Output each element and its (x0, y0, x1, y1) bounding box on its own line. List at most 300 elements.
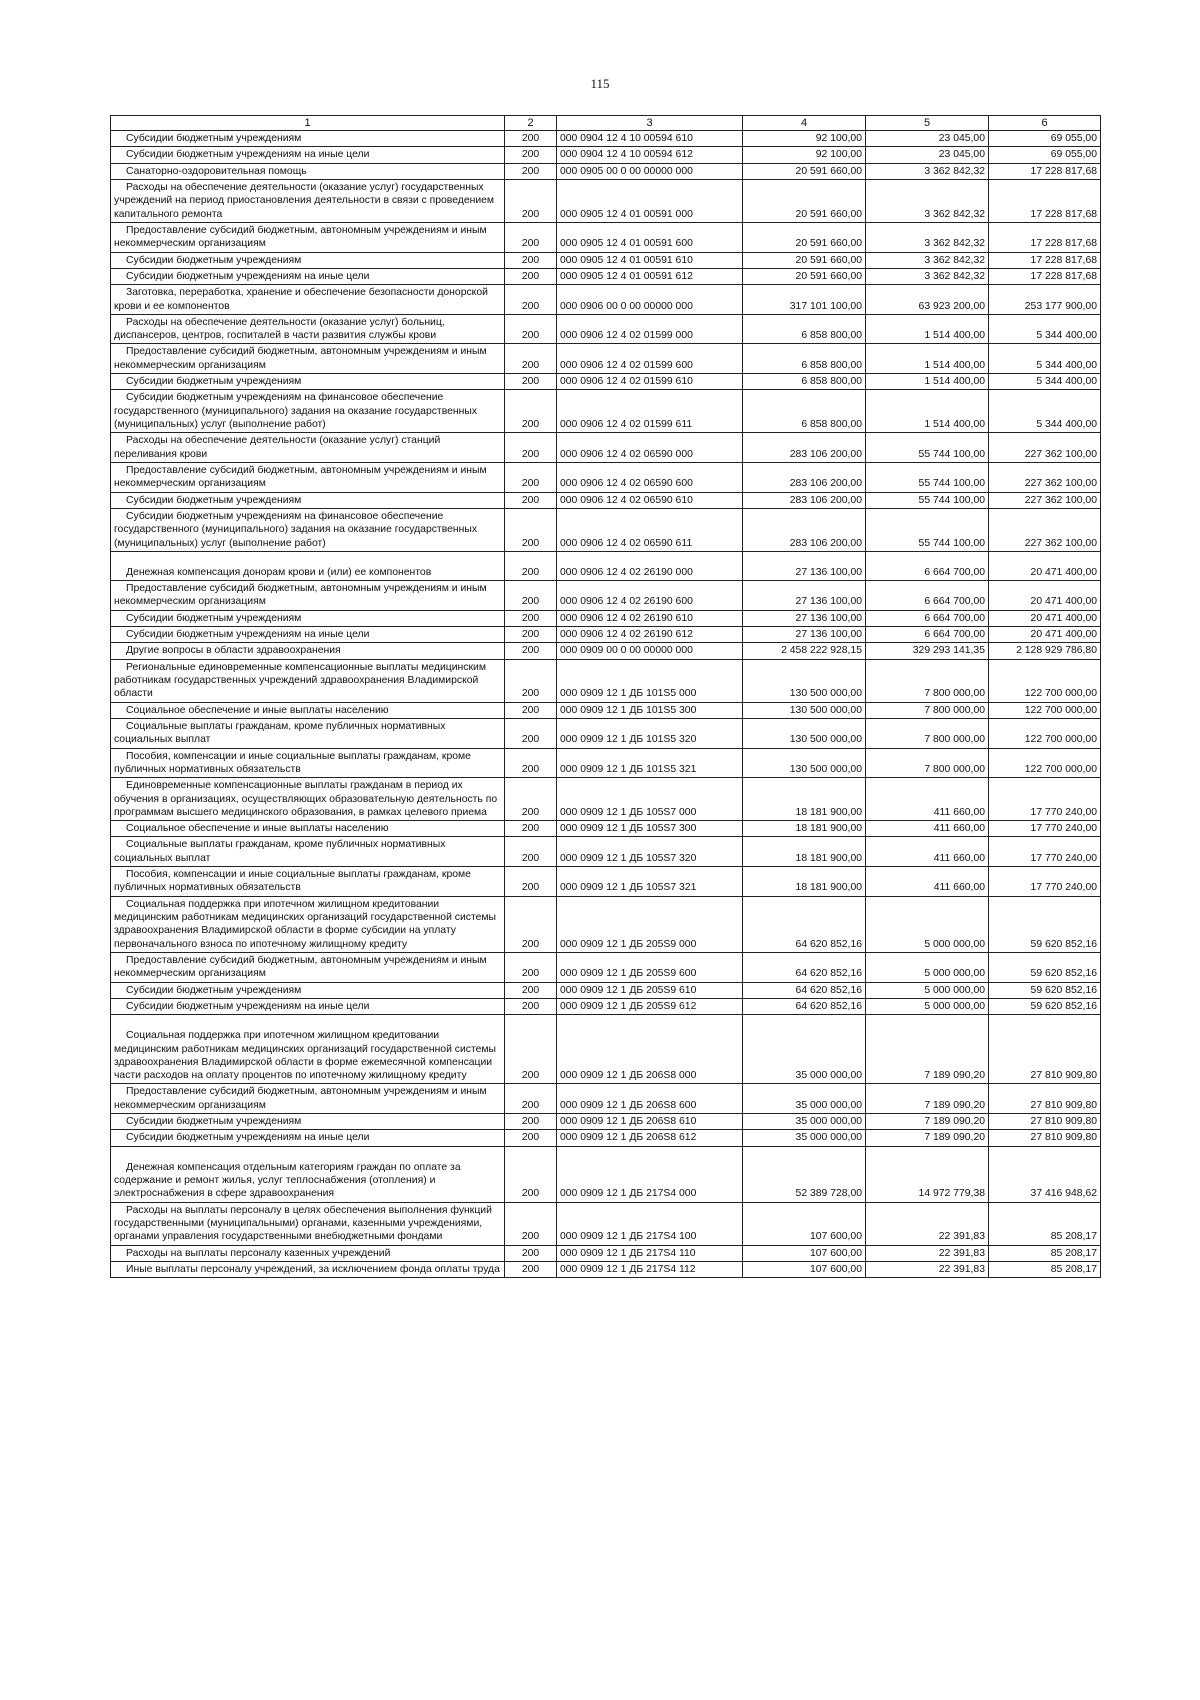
row-name-text: Предоставление субсидий бюджетным, автономным учреждениям и иным некоммерческим организациям (114, 583, 487, 608)
row-budget-code-cell: 000 0906 12 4 02 06590 610 (557, 492, 743, 508)
row-name-cell (111, 163, 505, 179)
row-approved-cell: 27 136 100,00 (743, 551, 866, 580)
row-budget-code-cell: 000 0909 12 1 ДБ 101S5 000 (557, 659, 743, 702)
row-approved-cell: 18 181 900,00 (743, 778, 866, 821)
row-admin-code-cell: 200 (505, 748, 557, 778)
table-row (111, 433, 1101, 463)
table-row (111, 1245, 1101, 1261)
row-name-cell (111, 222, 505, 252)
row-approved-cell: 6 858 800,00 (743, 374, 866, 390)
row-name-cell (111, 1130, 505, 1146)
row-name-cell (111, 180, 505, 223)
row-name-text: Социальное обеспечение и иные выплаты населению (126, 823, 389, 835)
row-executed-cell: 1 514 400,00 (866, 390, 989, 433)
row-name-text: Социальные выплаты гражданам, кроме публичных нормативных социальных выплат (114, 720, 446, 746)
table-row (111, 1015, 1101, 1084)
row-gap (114, 1148, 501, 1161)
row-remaining-cell: 5 344 400,00 (989, 344, 1101, 374)
table-row (111, 1130, 1101, 1146)
row-budget-code-cell: 000 0905 12 4 01 00591 600 (557, 222, 743, 252)
table-row (111, 551, 1101, 580)
row-name-cell (111, 390, 505, 433)
row-executed-cell: 1 514 400,00 (866, 314, 989, 344)
row-approved-cell: 18 181 900,00 (743, 837, 866, 867)
row-budget-code-cell: 000 0906 12 4 02 01599 611 (557, 390, 743, 433)
row-budget-code-cell: 000 0909 12 1 ДБ 205S9 600 (557, 952, 743, 982)
row-budget-code-cell: 000 0904 12 4 10 00594 612 (557, 147, 743, 163)
table-row (111, 462, 1101, 492)
row-executed-cell: 7 189 090,20 (866, 1130, 989, 1146)
table-row (111, 222, 1101, 252)
header-col-2: 2 (505, 116, 557, 131)
row-approved-cell: 92 100,00 (743, 131, 866, 147)
header-col-5: 5 (866, 116, 989, 131)
row-approved-cell: 27 136 100,00 (743, 581, 866, 611)
header-col-6: 6 (989, 116, 1101, 131)
table-row (111, 998, 1101, 1014)
row-name-text: Субсидии бюджетным учреждениям на финансовое обеспечение государственного (муниципального) задания на оказание государственных (муниципальных) услуг (выполнение работ) (114, 510, 478, 549)
row-admin-code-cell: 200 (505, 344, 557, 374)
row-executed-cell: 55 744 100,00 (866, 462, 989, 492)
row-name-text: Денежная компенсация отдельным категориям граждан по оплате за содержание и ремонт жилья, услуг теплоснабжения (отопления) и электроснабжения в сфере здравоохранения (114, 1161, 461, 1200)
row-admin-code-cell: 200 (505, 252, 557, 268)
row-name-cell (111, 1015, 505, 1084)
row-executed-cell: 63 923 200,00 (866, 285, 989, 315)
table-row (111, 314, 1101, 344)
row-executed-cell: 55 744 100,00 (866, 433, 989, 463)
row-budget-code-cell: 000 0909 12 1 ДБ 105S7 320 (557, 837, 743, 867)
row-approved-cell: 283 106 200,00 (743, 433, 866, 463)
row-budget-code-cell: 000 0909 12 1 ДБ 205S9 610 (557, 982, 743, 998)
row-name-text: Субсидии бюджетным учреждениям на иные цели (126, 1132, 370, 1144)
row-name-text: Субсидии бюджетным учреждениям (126, 1116, 302, 1128)
row-approved-cell: 130 500 000,00 (743, 659, 866, 702)
row-remaining-cell: 59 620 852,16 (989, 998, 1101, 1014)
row-executed-cell: 329 293 141,35 (866, 643, 989, 659)
row-admin-code-cell: 200 (505, 1015, 557, 1084)
row-name-text: Единовременные компенсационные выплаты гражданам в период их обучения в организациях, осуществляющих образовательную деятельность по программам высшего медицинского образования, в рамках целевого приема (114, 780, 498, 818)
row-name-cell (111, 982, 505, 998)
row-name-cell (111, 344, 505, 374)
row-approved-cell: 20 591 660,00 (743, 222, 866, 252)
row-remaining-cell: 59 620 852,16 (989, 952, 1101, 982)
row-remaining-cell: 85 208,17 (989, 1261, 1101, 1277)
row-budget-code-cell: 000 0905 00 0 00 00000 000 (557, 163, 743, 179)
row-executed-cell: 1 514 400,00 (866, 374, 989, 390)
row-budget-code-cell: 000 0909 12 1 ДБ 205S9 000 (557, 896, 743, 952)
row-budget-code-cell: 000 0909 12 1 ДБ 105S7 321 (557, 867, 743, 897)
row-remaining-cell: 2 128 929 786,80 (989, 643, 1101, 659)
table-row (111, 896, 1101, 952)
row-executed-cell: 411 660,00 (866, 867, 989, 897)
row-name-cell (111, 896, 505, 952)
row-remaining-cell: 59 620 852,16 (989, 982, 1101, 998)
row-name-cell (111, 492, 505, 508)
row-name-cell (111, 285, 505, 315)
row-budget-code-cell: 000 0909 12 1 ДБ 105S7 000 (557, 778, 743, 821)
header-col-4: 4 (743, 116, 866, 131)
row-name-cell (111, 998, 505, 1014)
row-budget-code-cell: 000 0909 12 1 ДБ 206S8 000 (557, 1015, 743, 1084)
row-admin-code-cell: 200 (505, 778, 557, 821)
row-name-text: Субсидии бюджетным учреждениям на иные цели (126, 629, 370, 641)
row-executed-cell: 5 000 000,00 (866, 998, 989, 1014)
row-remaining-cell: 227 362 100,00 (989, 508, 1101, 551)
table-row (111, 982, 1101, 998)
row-remaining-cell: 227 362 100,00 (989, 433, 1101, 463)
table-row (111, 867, 1101, 897)
row-approved-cell: 20 591 660,00 (743, 268, 866, 284)
row-name-cell (111, 610, 505, 626)
row-executed-cell: 7 800 000,00 (866, 659, 989, 702)
table-row (111, 748, 1101, 778)
row-remaining-cell: 5 344 400,00 (989, 374, 1101, 390)
row-name-cell (111, 718, 505, 748)
row-executed-cell: 7 189 090,20 (866, 1015, 989, 1084)
row-executed-cell: 6 664 700,00 (866, 581, 989, 611)
row-name-cell (111, 1146, 505, 1202)
row-remaining-cell: 17 770 240,00 (989, 837, 1101, 867)
table-row (111, 1114, 1101, 1130)
row-budget-code-cell: 000 0909 12 1 ДБ 101S5 321 (557, 748, 743, 778)
row-admin-code-cell: 200 (505, 462, 557, 492)
row-executed-cell: 7 189 090,20 (866, 1084, 989, 1114)
row-name-text: Денежная компенсация донорам крови и (или) ее компонентов (126, 566, 432, 578)
row-name-cell (111, 1114, 505, 1130)
row-admin-code-cell: 200 (505, 837, 557, 867)
row-name-text: Социальная поддержка при ипотечном жилищном кредитовании медицинским работникам медицинских организаций государственной системы здравоохранения Владимирской области в форме субсидии на уплату первоначального взноса по ипотечному жилищному кредиту (114, 898, 497, 950)
table-body (111, 131, 1101, 1278)
row-admin-code-cell: 200 (505, 718, 557, 748)
row-admin-code-cell: 200 (505, 222, 557, 252)
table-row (111, 1261, 1101, 1277)
row-admin-code-cell: 200 (505, 702, 557, 718)
row-executed-cell: 5 000 000,00 (866, 982, 989, 998)
row-remaining-cell: 20 471 400,00 (989, 610, 1101, 626)
row-name-cell (111, 778, 505, 821)
row-budget-code-cell: 000 0906 12 4 02 26190 600 (557, 581, 743, 611)
row-remaining-cell: 85 208,17 (989, 1202, 1101, 1245)
row-remaining-cell: 227 362 100,00 (989, 492, 1101, 508)
row-budget-code-cell: 000 0905 12 4 01 00591 610 (557, 252, 743, 268)
table-row (111, 285, 1101, 315)
row-admin-code-cell: 200 (505, 659, 557, 702)
row-approved-cell: 283 106 200,00 (743, 492, 866, 508)
row-name-text: Субсидии бюджетным учреждениям на иные цели (126, 1000, 370, 1012)
row-name-text: Пособия, компенсации и иные социальные выплаты гражданам, кроме публичных нормативных обязательств (114, 869, 471, 894)
table-row (111, 643, 1101, 659)
table-row (111, 627, 1101, 643)
table-row (111, 778, 1101, 821)
row-name-text: Иные выплаты персоналу учреждений, за исключением фонда оплаты труда (126, 1263, 500, 1275)
row-admin-code-cell: 200 (505, 180, 557, 223)
row-executed-cell: 3 362 842,32 (866, 163, 989, 179)
row-admin-code-cell: 200 (505, 952, 557, 982)
row-remaining-cell: 17 228 817,68 (989, 268, 1101, 284)
table-row (111, 1146, 1101, 1202)
table-row (111, 1084, 1101, 1114)
table-row (111, 147, 1101, 163)
row-admin-code-cell: 200 (505, 374, 557, 390)
row-admin-code-cell: 200 (505, 1146, 557, 1202)
row-approved-cell: 35 000 000,00 (743, 1015, 866, 1084)
row-executed-cell: 411 660,00 (866, 778, 989, 821)
row-approved-cell: 130 500 000,00 (743, 702, 866, 718)
row-name-cell (111, 702, 505, 718)
row-admin-code-cell: 200 (505, 821, 557, 837)
row-admin-code-cell: 200 (505, 867, 557, 897)
row-approved-cell: 64 620 852,16 (743, 998, 866, 1014)
row-executed-cell: 3 362 842,32 (866, 268, 989, 284)
row-remaining-cell: 17 228 817,68 (989, 222, 1101, 252)
row-name-cell (111, 952, 505, 982)
table-row (111, 508, 1101, 551)
row-remaining-cell: 20 471 400,00 (989, 551, 1101, 580)
row-executed-cell: 7 800 000,00 (866, 748, 989, 778)
row-name-text: Субсидии бюджетным учреждениям (126, 612, 302, 624)
row-name-cell (111, 131, 505, 147)
row-admin-code-cell: 200 (505, 627, 557, 643)
row-budget-code-cell: 000 0909 12 1 ДБ 105S7 300 (557, 821, 743, 837)
row-budget-code-cell: 000 0906 12 4 02 06590 000 (557, 433, 743, 463)
row-budget-code-cell: 000 0909 00 0 00 00000 000 (557, 643, 743, 659)
row-remaining-cell: 69 055,00 (989, 131, 1101, 147)
row-approved-cell: 64 620 852,16 (743, 982, 866, 998)
row-executed-cell: 7 800 000,00 (866, 702, 989, 718)
row-executed-cell: 55 744 100,00 (866, 492, 989, 508)
row-approved-cell: 317 101 100,00 (743, 285, 866, 315)
row-remaining-cell: 37 416 948,62 (989, 1146, 1101, 1202)
row-executed-cell: 14 972 779,38 (866, 1146, 989, 1202)
row-name-text: Предоставление субсидий бюджетным, автономным учреждениям и иным некоммерческим организациям (114, 224, 487, 250)
table-row (111, 718, 1101, 748)
row-admin-code-cell: 200 (505, 610, 557, 626)
row-remaining-cell: 85 208,17 (989, 1245, 1101, 1261)
row-approved-cell: 107 600,00 (743, 1202, 866, 1245)
row-name-cell (111, 1202, 505, 1245)
row-budget-code-cell: 000 0906 12 4 02 06590 611 (557, 508, 743, 551)
row-name-text: Социальные выплаты гражданам, кроме публичных нормативных социальных выплат (114, 839, 446, 864)
row-name-cell (111, 268, 505, 284)
header-row (111, 116, 1101, 131)
row-admin-code-cell: 200 (505, 1130, 557, 1146)
row-name-cell (111, 821, 505, 837)
row-remaining-cell: 17 770 240,00 (989, 821, 1101, 837)
row-name-cell (111, 314, 505, 344)
row-approved-cell: 6 858 800,00 (743, 390, 866, 433)
row-approved-cell: 107 600,00 (743, 1261, 866, 1277)
row-executed-cell: 3 362 842,32 (866, 222, 989, 252)
row-name-cell (111, 837, 505, 867)
row-executed-cell: 7 800 000,00 (866, 718, 989, 748)
row-remaining-cell: 59 620 852,16 (989, 896, 1101, 952)
row-admin-code-cell: 200 (505, 390, 557, 433)
row-approved-cell: 20 591 660,00 (743, 252, 866, 268)
row-executed-cell: 5 000 000,00 (866, 952, 989, 982)
table-row (111, 952, 1101, 982)
row-name-cell (111, 551, 505, 580)
row-admin-code-cell: 200 (505, 314, 557, 344)
row-budget-code-cell: 000 0906 12 4 02 01599 000 (557, 314, 743, 344)
table-row (111, 390, 1101, 433)
row-name-text: Пособия, компенсации и иные социальные выплаты гражданам, кроме публичных нормативных обязательств (114, 750, 471, 775)
table-row (111, 610, 1101, 626)
row-remaining-cell: 17 228 817,68 (989, 163, 1101, 179)
row-name-text: Субсидии бюджетным учреждениям на финансовое обеспечение государственного (муниципального) задания на оказание государственных (муниципальных) услуг (выполнение работ) (114, 392, 478, 431)
row-name-text: Расходы на обеспечение деятельности (оказание услуг) государственных учреждений на период приостановления деятельности в связи с проведением капитального ремонта (114, 182, 495, 220)
row-executed-cell: 1 514 400,00 (866, 344, 989, 374)
row-name-text: Заготовка, переработка, хранение и обеспечение безопасности донорской крови и ее компонентов (114, 287, 488, 312)
row-name-text: Субсидии бюджетным учреждениям (126, 376, 302, 388)
table-row (111, 344, 1101, 374)
row-executed-cell: 22 391,83 (866, 1245, 989, 1261)
row-name-cell (111, 374, 505, 390)
header-col-3: 3 (557, 116, 743, 131)
row-admin-code-cell: 200 (505, 131, 557, 147)
row-admin-code-cell: 200 (505, 147, 557, 163)
row-executed-cell: 22 391,83 (866, 1202, 989, 1245)
row-executed-cell: 411 660,00 (866, 837, 989, 867)
row-gap (114, 553, 501, 566)
row-name-text: Региональные единовременные компенсационные выплаты медицинским работникам государственных учреждений здравоохранения Владимирской области (114, 661, 486, 700)
table-row (111, 1202, 1101, 1245)
row-approved-cell: 6 858 800,00 (743, 314, 866, 344)
row-admin-code-cell: 200 (505, 163, 557, 179)
row-name-text: Субсидии бюджетным учреждениям на иные цели (126, 149, 370, 161)
row-approved-cell: 27 136 100,00 (743, 627, 866, 643)
row-budget-code-cell: 000 0906 12 4 02 26190 610 (557, 610, 743, 626)
row-name-cell (111, 581, 505, 611)
table-row (111, 131, 1101, 147)
row-admin-code-cell: 200 (505, 285, 557, 315)
table-row (111, 702, 1101, 718)
row-remaining-cell: 227 362 100,00 (989, 462, 1101, 492)
row-remaining-cell: 122 700 000,00 (989, 748, 1101, 778)
row-executed-cell: 6 664 700,00 (866, 610, 989, 626)
page-number: 115 (590, 76, 610, 91)
row-budget-code-cell: 000 0909 12 1 ДБ 101S5 320 (557, 718, 743, 748)
row-approved-cell: 35 000 000,00 (743, 1084, 866, 1114)
budget-table (110, 115, 1101, 1278)
row-approved-cell: 20 591 660,00 (743, 180, 866, 223)
row-admin-code-cell: 200 (505, 1245, 557, 1261)
row-admin-code-cell: 200 (505, 492, 557, 508)
row-approved-cell: 20 591 660,00 (743, 163, 866, 179)
row-name-text: Расходы на выплаты персоналу в целях обеспечения выполнения функций государственными (муниципальными) органами, казенными учреждениями, органами управления государственными внебюджетными фондами (114, 1204, 492, 1243)
row-remaining-cell: 122 700 000,00 (989, 718, 1101, 748)
row-budget-code-cell: 000 0904 12 4 10 00594 610 (557, 131, 743, 147)
row-name-cell (111, 508, 505, 551)
row-remaining-cell: 27 810 909,80 (989, 1015, 1101, 1084)
row-budget-code-cell: 000 0909 12 1 ДБ 206S8 600 (557, 1084, 743, 1114)
row-name-cell (111, 1084, 505, 1114)
row-name-text: Предоставление субсидий бюджетным, автономным учреждениям и иным некоммерческим организациям (114, 346, 487, 371)
row-approved-cell: 64 620 852,16 (743, 896, 866, 952)
table-row (111, 492, 1101, 508)
row-name-cell (111, 627, 505, 643)
row-admin-code-cell: 200 (505, 508, 557, 551)
row-admin-code-cell: 200 (505, 896, 557, 952)
row-budget-code-cell: 000 0909 12 1 ДБ 217S4 000 (557, 1146, 743, 1202)
row-name-text: Другие вопросы в области здравоохранения (126, 645, 341, 657)
table-row (111, 163, 1101, 179)
row-executed-cell: 23 045,00 (866, 147, 989, 163)
table-row (111, 180, 1101, 223)
row-name-text: Субсидии бюджетным учреждениям (126, 133, 302, 145)
row-remaining-cell: 17 770 240,00 (989, 867, 1101, 897)
row-approved-cell: 64 620 852,16 (743, 952, 866, 982)
row-remaining-cell: 5 344 400,00 (989, 390, 1101, 433)
row-executed-cell: 7 189 090,20 (866, 1114, 989, 1130)
row-remaining-cell: 69 055,00 (989, 147, 1101, 163)
row-admin-code-cell: 200 (505, 1202, 557, 1245)
row-name-text: Субсидии бюджетным учреждениям на иные цели (126, 270, 370, 282)
table-row (111, 837, 1101, 867)
row-gap (114, 1016, 501, 1029)
row-remaining-cell: 253 177 900,00 (989, 285, 1101, 315)
row-executed-cell: 22 391,83 (866, 1261, 989, 1277)
row-executed-cell: 3 362 842,32 (866, 180, 989, 223)
row-remaining-cell: 122 700 000,00 (989, 702, 1101, 718)
row-name-cell (111, 867, 505, 897)
row-remaining-cell: 20 471 400,00 (989, 627, 1101, 643)
row-budget-code-cell: 000 0909 12 1 ДБ 101S5 300 (557, 702, 743, 718)
row-name-text: Субсидии бюджетным учреждениям (126, 984, 302, 996)
row-approved-cell: 18 181 900,00 (743, 821, 866, 837)
row-name-cell (111, 252, 505, 268)
row-admin-code-cell: 200 (505, 998, 557, 1014)
row-admin-code-cell: 200 (505, 581, 557, 611)
row-budget-code-cell: 000 0906 12 4 02 06590 600 (557, 462, 743, 492)
row-budget-code-cell: 000 0909 12 1 ДБ 217S4 112 (557, 1261, 743, 1277)
row-name-cell (111, 659, 505, 702)
row-approved-cell: 52 389 728,00 (743, 1146, 866, 1202)
row-name-text: Расходы на обеспечение деятельности (оказание услуг) больниц, диспансеров, центров, госпиталей в части развития службы крови (114, 316, 445, 342)
row-name-text: Социальная поддержка при ипотечном жилищном кредитовании медицинским работникам медицинских организаций государственной системы здравоохранения Владимирской области в форме ежемесячной компенсации части расходов на оплату процентов по ипотечному жилищному кредиту (114, 1030, 497, 1082)
row-admin-code-cell: 200 (505, 1261, 557, 1277)
row-budget-code-cell: 000 0905 12 4 01 00591 000 (557, 180, 743, 223)
row-name-text: Расходы на выплаты персоналу казенных учреждений (126, 1247, 391, 1259)
row-executed-cell: 3 362 842,32 (866, 252, 989, 268)
table-row (111, 374, 1101, 390)
row-budget-code-cell: 000 0909 12 1 ДБ 206S8 610 (557, 1114, 743, 1130)
table-row (111, 821, 1101, 837)
row-approved-cell: 130 500 000,00 (743, 748, 866, 778)
row-budget-code-cell: 000 0909 12 1 ДБ 217S4 110 (557, 1245, 743, 1261)
row-remaining-cell: 20 471 400,00 (989, 581, 1101, 611)
row-budget-code-cell: 000 0906 12 4 02 01599 600 (557, 344, 743, 374)
row-name-text: Санаторно-оздоровительная помощь (126, 165, 307, 177)
row-remaining-cell: 17 770 240,00 (989, 778, 1101, 821)
row-admin-code-cell: 200 (505, 1084, 557, 1114)
row-budget-code-cell: 000 0909 12 1 ДБ 205S9 612 (557, 998, 743, 1014)
row-remaining-cell: 27 810 909,80 (989, 1114, 1101, 1130)
row-budget-code-cell: 000 0906 12 4 02 26190 000 (557, 551, 743, 580)
row-remaining-cell: 17 228 817,68 (989, 252, 1101, 268)
header-col-1: 1 (111, 116, 505, 131)
row-name-cell (111, 1261, 505, 1277)
row-name-text: Предоставление субсидий бюджетным, автономным учреждениям и иным некоммерческим организациям (114, 1086, 487, 1111)
row-name-text: Социальное обеспечение и иные выплаты населению (126, 704, 389, 716)
row-approved-cell: 35 000 000,00 (743, 1130, 866, 1146)
table-row (111, 268, 1101, 284)
row-budget-code-cell: 000 0906 12 4 02 01599 610 (557, 374, 743, 390)
row-executed-cell: 6 664 700,00 (866, 627, 989, 643)
row-approved-cell: 130 500 000,00 (743, 718, 866, 748)
row-remaining-cell: 122 700 000,00 (989, 659, 1101, 702)
row-name-cell (111, 643, 505, 659)
row-admin-code-cell: 200 (505, 433, 557, 463)
